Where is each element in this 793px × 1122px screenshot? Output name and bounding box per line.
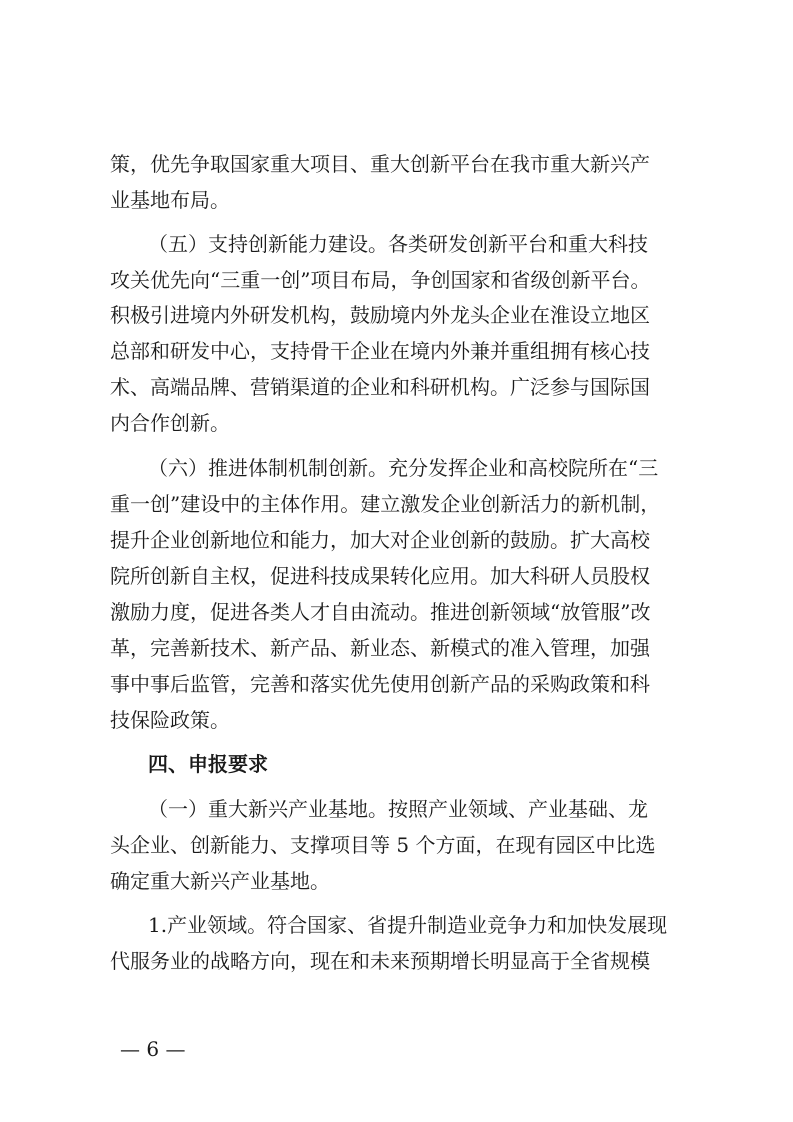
page-number: — 6 —: [120, 1037, 186, 1061]
document-page: 策，优先争取国家重大项目、重大创新平台在我市重大新兴产 业基地布局。 （五）支持创新能力建设。各类研发创新平台和重大科技 攻关优先向“三重一创”项目布局，争创国家和省级创新平台。 积极引进境内外研发机构，鼓励境内外龙头企业在淮设立地区 总部和研发中心，支持骨干企业在境内外兼并重组拥有核心技 术、高端品牌、营销渠道的企业和科研机构。广泛参与国际国 内合作创新。 （六）推进体制机制创新。充分发挥企业和高校院所在“三 重一创”建设中的主体作用。建立激发企业创新活力的新机制， 提升企业创新地位和能力，加大对企业创新的鼓励。扩大高校 院所创新自主权，促进科技成果转化应用。加大科研人员股权 激励力度，促进各类人才自由流动。推进创新领域“放管服”改 革，完善新技术、新产品、新业态、新模式的准入管理，加强 事中事后监管，完善和落实优先使用创新产品的采购政策和科 技保险政策。 四、申报要求 （一）重大新兴产业基地。按照产业领域、产业基础、龙 头企业、创新能力、支撑项目等 5 个方面，在现有园区中比选 确定重大新兴产业基地。 1.产业领域。符合国家、省提升制造业竞争力和加快发展现 代服务业的战略方向，现在和未来预期增长明显高于全省规模 — 6 —: [110, 152, 668, 1061]
